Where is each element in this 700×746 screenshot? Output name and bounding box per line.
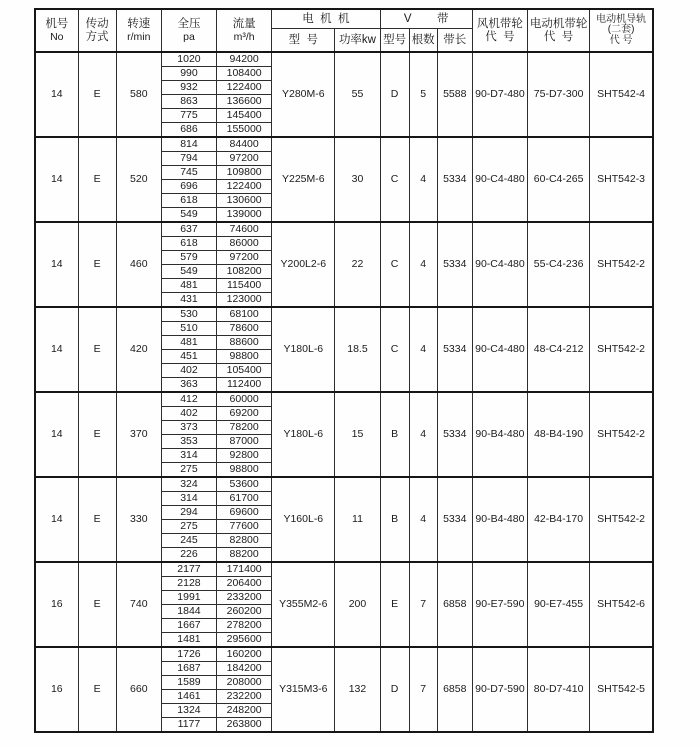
flow-cell: 122400 — [217, 81, 272, 95]
pressure-cell: 686 — [161, 123, 216, 138]
belt-count-cell: 4 — [409, 477, 437, 562]
fan-pulley-cell: 90-E7-590 — [472, 562, 527, 647]
rail-code-cell: SHT542-6 — [590, 562, 653, 647]
fan-pulley-cell: 90-C4-480 — [472, 222, 527, 307]
motor-pulley-cell: 48-C4-212 — [528, 307, 590, 392]
flow-cell: 82800 — [217, 534, 272, 548]
drive-mode-cell: E — [78, 562, 116, 647]
machine-no-cell: 14 — [35, 222, 78, 307]
pressure-cell: 1687 — [161, 662, 216, 676]
motor-power-cell: 30 — [335, 137, 380, 222]
pressure-cell: 932 — [161, 81, 216, 95]
drive-mode-cell: E — [78, 647, 116, 732]
flow-cell: 232200 — [217, 690, 272, 704]
pressure-cell: 775 — [161, 109, 216, 123]
flow-cell: 78200 — [217, 421, 272, 435]
flow-cell: 122400 — [217, 180, 272, 194]
header-flow-line1: 流量 — [232, 18, 256, 30]
flow-cell: 92800 — [217, 449, 272, 463]
fan-spec-table — [34, 8, 654, 733]
header-vbelt-length: 带长 — [437, 29, 472, 53]
motor-pulley-cell: 75-D7-300 — [528, 52, 590, 137]
pressure-cell: 314 — [161, 449, 216, 463]
speed-cell: 660 — [116, 647, 161, 732]
pressure-cell: 451 — [161, 350, 216, 364]
spec-row — [35, 562, 653, 577]
pressure-cell: 1844 — [161, 605, 216, 619]
pressure-cell: 2128 — [161, 577, 216, 591]
pressure-cell: 324 — [161, 477, 216, 492]
belt-count-cell: 7 — [409, 647, 437, 732]
pressure-cell: 863 — [161, 95, 216, 109]
pressure-cell: 353 — [161, 435, 216, 449]
flow-cell: 98800 — [217, 463, 272, 478]
spec-row — [35, 307, 653, 322]
header-motor-pulley-line1: 电动机带轮 — [529, 17, 588, 30]
speed-cell: 330 — [116, 477, 161, 562]
drive-mode-cell: E — [78, 477, 116, 562]
flow-cell: 278200 — [217, 619, 272, 633]
spec-row — [35, 392, 653, 407]
motor-power-cell: 11 — [335, 477, 380, 562]
rail-code-cell: SHT542-4 — [590, 52, 653, 137]
pressure-cell: 1461 — [161, 690, 216, 704]
machine-no-cell: 14 — [35, 307, 78, 392]
flow-cell: 98800 — [217, 350, 272, 364]
flow-cell: 248200 — [217, 704, 272, 718]
flow-cell: 130600 — [217, 194, 272, 208]
flow-cell: 108200 — [217, 265, 272, 279]
rail-code-cell: SHT542-5 — [590, 647, 653, 732]
belt-type-cell: C — [380, 222, 409, 307]
pressure-cell: 373 — [161, 421, 216, 435]
header-motor-pulley-line2: 代 号 — [543, 30, 574, 43]
pressure-cell: 2177 — [161, 562, 216, 577]
machine-no-cell: 14 — [35, 477, 78, 562]
flow-cell: 160200 — [217, 647, 272, 662]
belt-count-cell: 4 — [409, 137, 437, 222]
fan-pulley-cell: 90-C4-480 — [472, 307, 527, 392]
pressure-cell: 412 — [161, 392, 216, 407]
flow-cell: 139000 — [217, 208, 272, 223]
flow-cell: 74600 — [217, 222, 272, 237]
pressure-cell: 314 — [161, 492, 216, 506]
pressure-cell: 579 — [161, 251, 216, 265]
drive-mode-cell: E — [78, 52, 116, 137]
belt-length-cell: 5334 — [437, 137, 472, 222]
drive-mode-cell: E — [78, 222, 116, 307]
belt-length-cell: 5334 — [437, 477, 472, 562]
motor-model-cell: Y225M-6 — [272, 137, 335, 222]
motor-model-cell: Y180L-6 — [272, 307, 335, 392]
motor-power-cell: 200 — [335, 562, 380, 647]
header-fan-pulley-line1: 风机带轮 — [476, 17, 523, 30]
flow-cell: 295600 — [217, 633, 272, 648]
flow-cell: 88200 — [217, 548, 272, 563]
header-speed-line2: r/min — [127, 31, 151, 43]
flow-cell: 108400 — [217, 67, 272, 81]
belt-count-cell: 5 — [409, 52, 437, 137]
flow-cell: 155000 — [217, 123, 272, 138]
pressure-cell: 431 — [161, 293, 216, 308]
belt-length-cell: 6858 — [437, 562, 472, 647]
belt-count-cell: 7 — [409, 562, 437, 647]
flow-cell: 171400 — [217, 562, 272, 577]
belt-length-cell: 5334 — [437, 307, 472, 392]
pressure-cell: 1667 — [161, 619, 216, 633]
belt-length-cell: 5334 — [437, 392, 472, 477]
machine-no-cell: 14 — [35, 392, 78, 477]
speed-cell: 520 — [116, 137, 161, 222]
belt-type-cell: C — [380, 137, 409, 222]
rail-code-cell: SHT542-2 — [590, 392, 653, 477]
header-rail-line2: (二套) — [607, 24, 635, 36]
belt-type-cell: C — [380, 307, 409, 392]
drive-mode-cell: E — [78, 307, 116, 392]
pressure-cell: 637 — [161, 222, 216, 237]
pressure-cell: 1020 — [161, 52, 216, 67]
fan-pulley-cell: 90-D7-480 — [472, 52, 527, 137]
flow-cell: 206400 — [217, 577, 272, 591]
header-speed — [116, 9, 161, 52]
flow-cell: 60000 — [217, 392, 272, 407]
motor-model-cell: Y355M2-6 — [272, 562, 335, 647]
belt-count-cell: 4 — [409, 307, 437, 392]
flow-cell: 94200 — [217, 52, 272, 67]
spec-row — [35, 137, 653, 152]
speed-cell: 420 — [116, 307, 161, 392]
belt-length-cell: 5334 — [437, 222, 472, 307]
pressure-cell: 226 — [161, 548, 216, 563]
header-rail-line1: 电动机导轨 — [596, 13, 647, 25]
pressure-cell: 814 — [161, 137, 216, 152]
flow-cell: 145400 — [217, 109, 272, 123]
flow-cell: 69600 — [217, 506, 272, 520]
pressure-cell: 510 — [161, 322, 216, 336]
flow-cell: 87000 — [217, 435, 272, 449]
header-drive-mode — [78, 9, 116, 52]
flow-cell: 109800 — [217, 166, 272, 180]
flow-cell: 61700 — [217, 492, 272, 506]
header-speed-line1: 转速 — [127, 18, 151, 30]
header-flow-line2: m³/h — [233, 31, 255, 43]
table-header — [35, 9, 653, 52]
pressure-cell: 1324 — [161, 704, 216, 718]
header-motor-power: 功率kw — [335, 29, 380, 53]
fan-pulley-cell: 90-B4-480 — [472, 392, 527, 477]
header-machine-no-line1: 机号 — [45, 18, 69, 30]
header-flow — [217, 9, 272, 52]
flow-cell: 208000 — [217, 676, 272, 690]
belt-type-cell: B — [380, 477, 409, 562]
flow-cell: 123000 — [217, 293, 272, 308]
pressure-cell: 402 — [161, 407, 216, 421]
pressure-cell: 696 — [161, 180, 216, 194]
belt-type-cell: D — [380, 647, 409, 732]
belt-length-cell: 5588 — [437, 52, 472, 137]
flow-cell: 68100 — [217, 307, 272, 322]
flow-cell: 84400 — [217, 137, 272, 152]
motor-model-cell: Y200L2-6 — [272, 222, 335, 307]
motor-model-cell: Y280M-6 — [272, 52, 335, 137]
flow-cell: 86000 — [217, 237, 272, 251]
header-pressure-line1: 全压 — [177, 18, 201, 30]
flow-cell: 260200 — [217, 605, 272, 619]
flow-cell: 105400 — [217, 364, 272, 378]
pressure-cell: 618 — [161, 237, 216, 251]
table-body — [35, 52, 653, 732]
rail-code-cell: SHT542-2 — [590, 222, 653, 307]
pressure-cell: 549 — [161, 265, 216, 279]
fan-pulley-cell: 90-C4-480 — [472, 137, 527, 222]
speed-cell: 370 — [116, 392, 161, 477]
flow-cell: 69200 — [217, 407, 272, 421]
pressure-cell: 618 — [161, 194, 216, 208]
pressure-cell: 549 — [161, 208, 216, 223]
motor-pulley-cell: 80-D7-410 — [528, 647, 590, 732]
machine-no-cell: 14 — [35, 52, 78, 137]
drive-mode-cell: E — [78, 392, 116, 477]
header-rail-line3: 代 号 — [609, 34, 633, 46]
spec-row — [35, 477, 653, 492]
header-vbelt-count: 根数 — [409, 29, 437, 53]
header-vbelt-model: 型号 — [380, 29, 409, 53]
header-rail — [590, 9, 653, 52]
header-motor-group: 电 机 机 — [272, 9, 380, 29]
flow-cell: 97200 — [217, 251, 272, 265]
motor-model-cell: Y315M3-6 — [272, 647, 335, 732]
pressure-cell: 1177 — [161, 718, 216, 733]
motor-pulley-cell: 90-E7-455 — [528, 562, 590, 647]
header-fan-pulley — [472, 9, 527, 52]
pressure-cell: 275 — [161, 520, 216, 534]
pressure-cell: 363 — [161, 378, 216, 393]
flow-cell: 233200 — [217, 591, 272, 605]
spec-row — [35, 647, 653, 662]
belt-type-cell: D — [380, 52, 409, 137]
speed-cell: 460 — [116, 222, 161, 307]
fan-pulley-cell: 90-B4-480 — [472, 477, 527, 562]
pressure-cell: 794 — [161, 152, 216, 166]
pressure-cell: 1991 — [161, 591, 216, 605]
pressure-cell: 1726 — [161, 647, 216, 662]
machine-no-cell: 14 — [35, 137, 78, 222]
flow-cell: 77600 — [217, 520, 272, 534]
flow-cell: 78600 — [217, 322, 272, 336]
header-machine-no — [35, 9, 78, 52]
pressure-cell: 1589 — [161, 676, 216, 690]
pressure-cell: 402 — [161, 364, 216, 378]
header-drive-line1: 传动 — [85, 17, 109, 30]
motor-model-cell: Y180L-6 — [272, 392, 335, 477]
pressure-cell: 1481 — [161, 633, 216, 648]
motor-power-cell: 18.5 — [335, 307, 380, 392]
pressure-cell: 481 — [161, 336, 216, 350]
header-machine-no-line2: No — [50, 31, 64, 43]
motor-model-cell: Y160L-6 — [272, 477, 335, 562]
header-pressure-line2: pa — [183, 31, 195, 43]
fan-pulley-cell: 90-D7-590 — [472, 647, 527, 732]
flow-cell: 136600 — [217, 95, 272, 109]
motor-pulley-cell: 42-B4-170 — [528, 477, 590, 562]
flow-cell: 263800 — [217, 718, 272, 733]
rail-code-cell: SHT542-2 — [590, 477, 653, 562]
flow-cell: 53600 — [217, 477, 272, 492]
motor-power-cell: 15 — [335, 392, 380, 477]
header-motor-pulley — [528, 9, 590, 52]
motor-pulley-cell: 48-B4-190 — [528, 392, 590, 477]
belt-type-cell: B — [380, 392, 409, 477]
flow-cell: 112400 — [217, 378, 272, 393]
motor-power-cell: 132 — [335, 647, 380, 732]
speed-cell: 580 — [116, 52, 161, 137]
pressure-cell: 245 — [161, 534, 216, 548]
motor-power-cell: 22 — [335, 222, 380, 307]
pressure-cell: 294 — [161, 506, 216, 520]
pressure-cell: 481 — [161, 279, 216, 293]
flow-cell: 97200 — [217, 152, 272, 166]
header-drive-line2: 方式 — [85, 30, 109, 43]
header-fan-pulley-line2: 代 号 — [485, 30, 515, 43]
speed-cell: 740 — [116, 562, 161, 647]
rail-code-cell: SHT542-3 — [590, 137, 653, 222]
rail-code-cell: SHT542-2 — [590, 307, 653, 392]
header-motor-model: 型 号 — [272, 29, 335, 53]
belt-length-cell: 6858 — [437, 647, 472, 732]
flow-cell: 88600 — [217, 336, 272, 350]
pressure-cell: 275 — [161, 463, 216, 478]
pressure-cell: 990 — [161, 67, 216, 81]
machine-no-cell: 16 — [35, 562, 78, 647]
spec-row — [35, 222, 653, 237]
belt-type-cell: E — [380, 562, 409, 647]
flow-cell: 115400 — [217, 279, 272, 293]
drive-mode-cell: E — [78, 137, 116, 222]
motor-pulley-cell: 55-C4-236 — [528, 222, 590, 307]
pressure-cell: 530 — [161, 307, 216, 322]
header-pressure — [161, 9, 216, 52]
spec-row — [35, 52, 653, 67]
machine-no-cell: 16 — [35, 647, 78, 732]
belt-count-cell: 4 — [409, 392, 437, 477]
belt-count-cell: 4 — [409, 222, 437, 307]
pressure-cell: 745 — [161, 166, 216, 180]
flow-cell: 184200 — [217, 662, 272, 676]
motor-power-cell: 55 — [335, 52, 380, 137]
header-vbelt-group: V 带 — [380, 9, 472, 29]
motor-pulley-cell: 60-C4-265 — [528, 137, 590, 222]
